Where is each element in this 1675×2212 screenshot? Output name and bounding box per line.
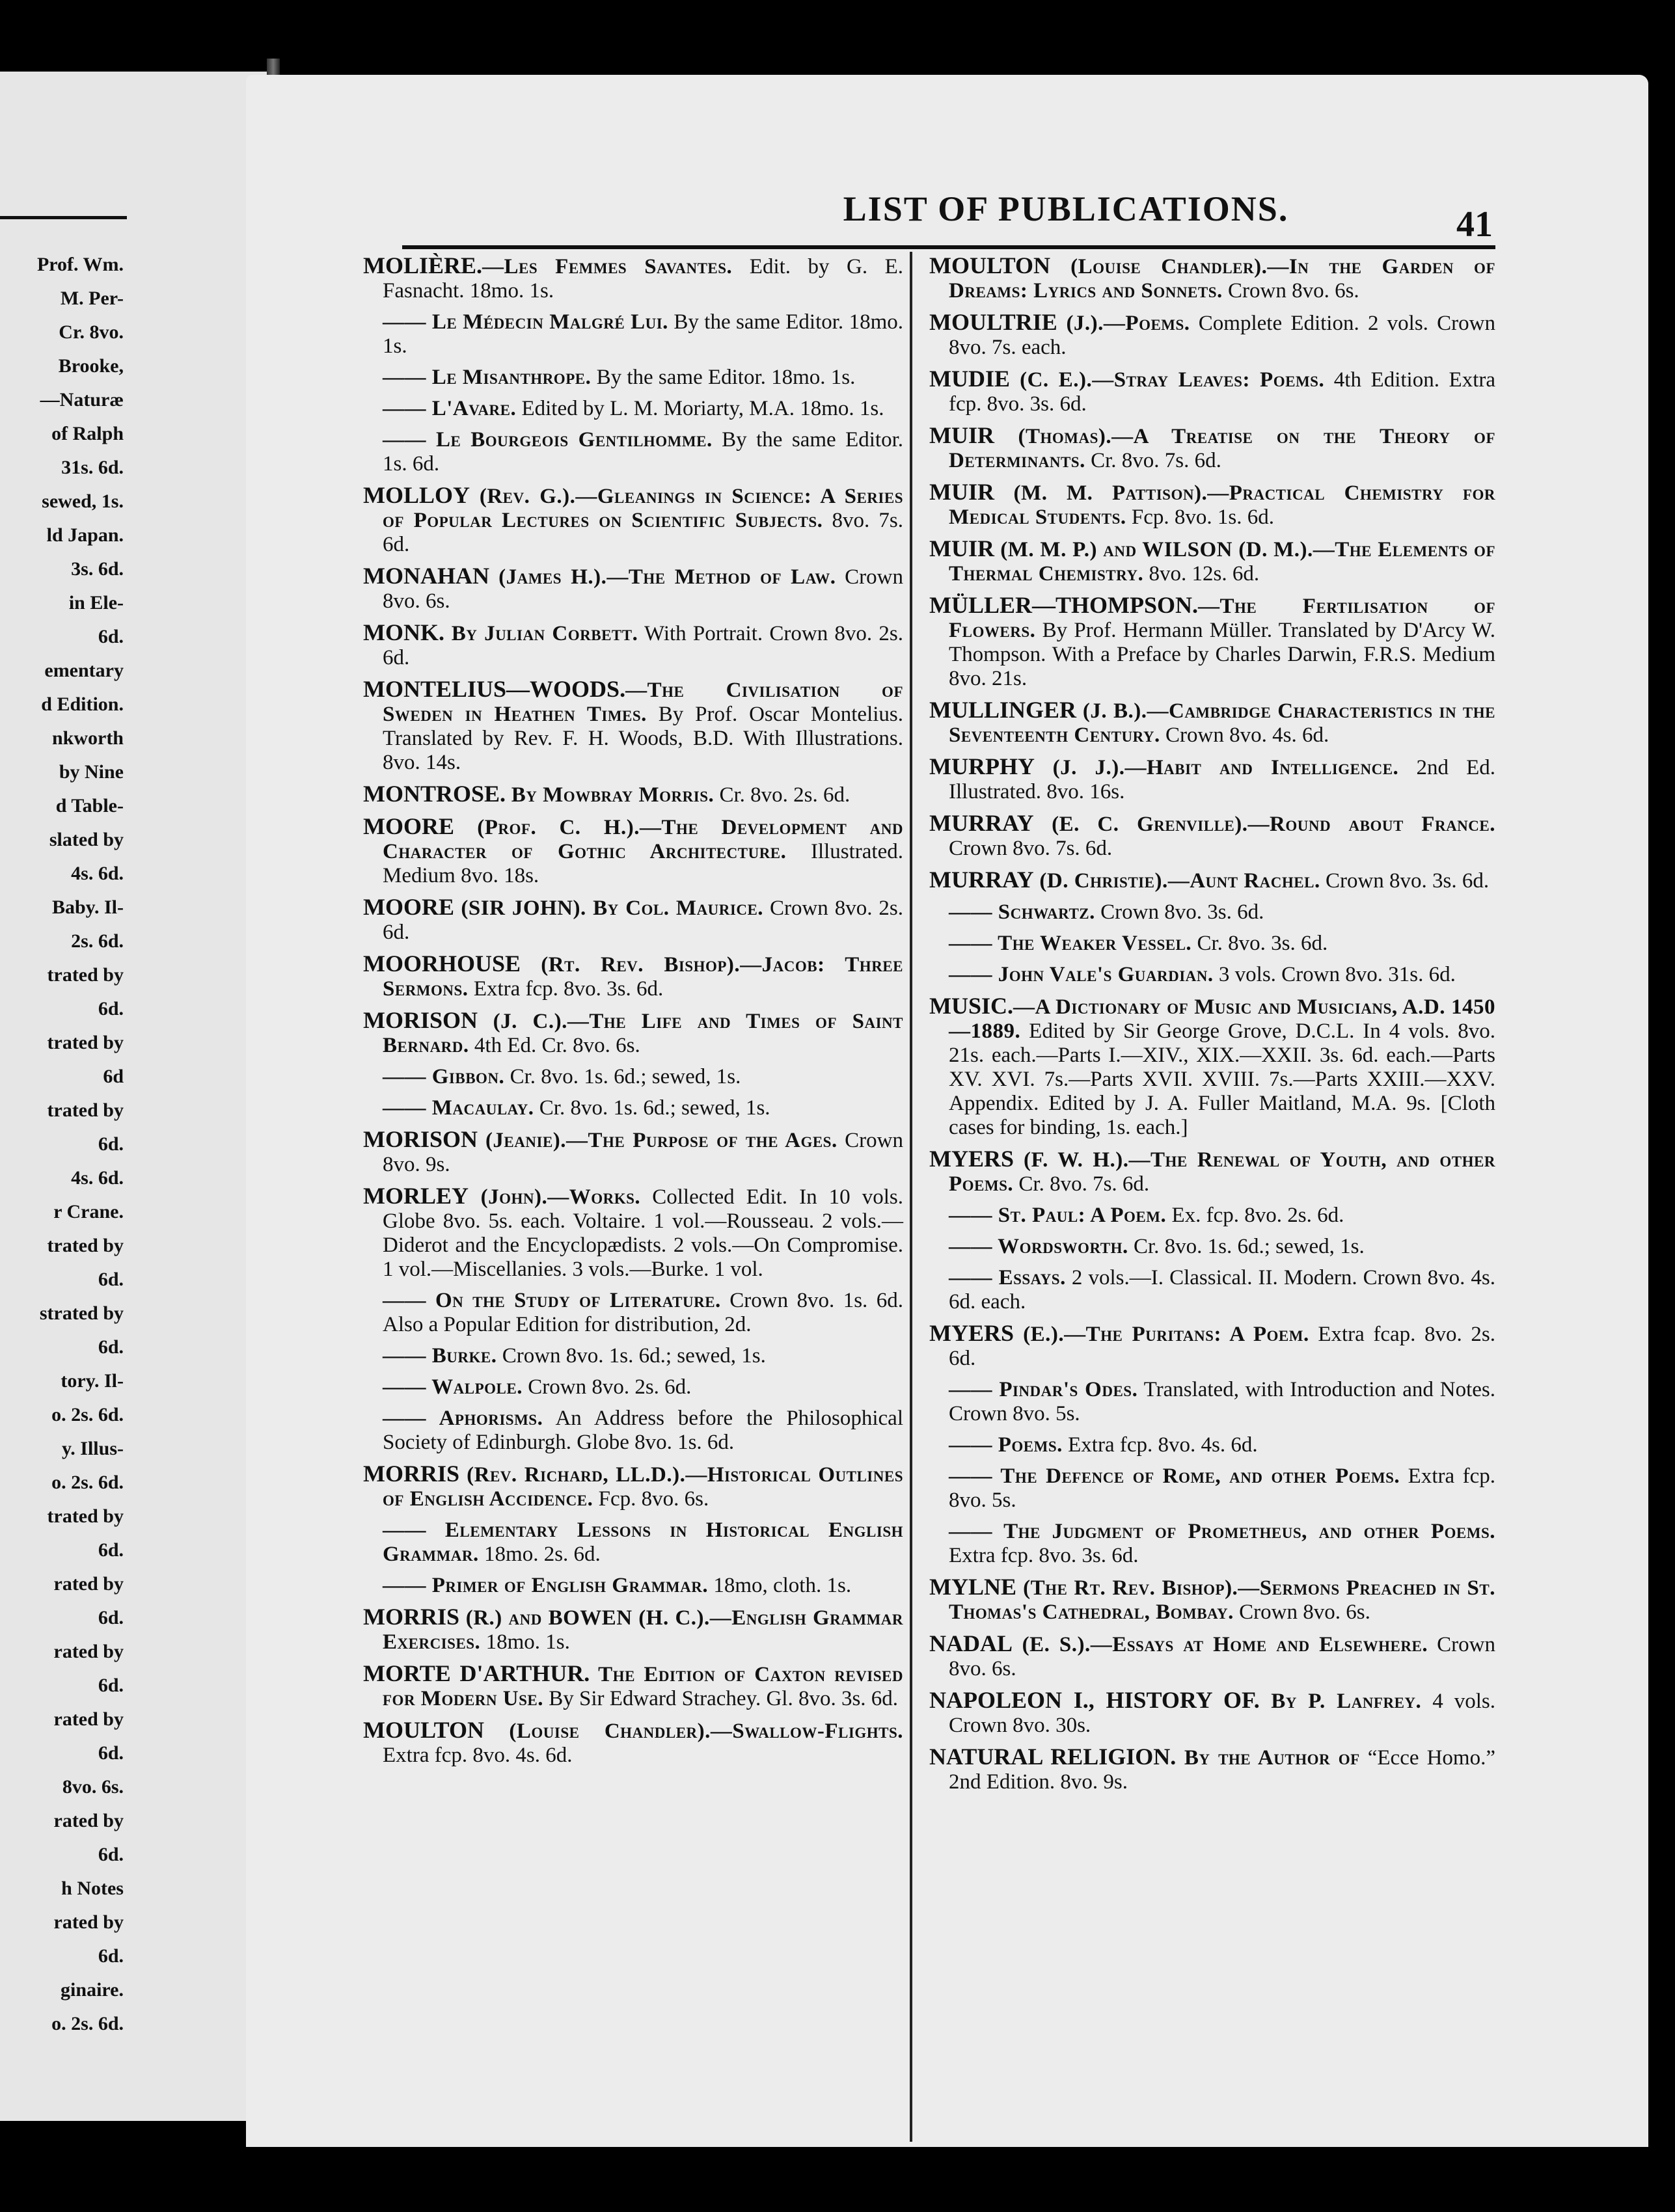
facing-page-line: tory. Il- [61,1370,124,1392]
entry-details: Crown 8vo. 2s. 6d. [522,1375,692,1399]
entry-title: By P. Lanfrey. [1259,1690,1422,1713]
catalogue-entry [929,1266,1495,1314]
facing-page-line: trated by [47,1505,124,1527]
catalogue-entry [929,1433,1495,1457]
entry-title: —— Burke. [383,1344,497,1368]
facing-page-line: 6d [103,1066,124,1087]
catalogue-entry [929,1321,1495,1371]
entry-title: (SIR JOHN). By Col. Maurice. [454,897,764,920]
entry-details: Crown 8vo. 9s. [383,1129,903,1176]
facing-page-line: rated by [53,1708,124,1730]
entry-author: MOULTON [929,252,1051,278]
entry-details: Translated, with Introduction and Notes. Crown 8vo. 5s. [949,1378,1496,1425]
catalogue-entry [363,895,903,945]
entry-details: Edited by L. M. Moriarty, M.A. 18mo. 1s. [516,397,884,420]
entry-title: (John).—Works. [469,1185,641,1209]
page-header [246,75,1648,244]
facing-page-line: 6d. [98,1742,124,1764]
entry-details: 2nd Ed. Illustrated. 8vo. 16s. [949,756,1495,803]
catalogue-entry [929,755,1495,804]
entry-details: Extra fcp. 8vo. 4s. 6d. [1062,1433,1258,1457]
entry-author: MUIR [929,479,994,505]
left-column [363,254,903,1775]
facing-page-line: o. 2s. 6d. [51,1404,124,1425]
facing-page-line: in Ele- [68,592,124,614]
entry-title: (Rev. Richard, LL.D.).—Historical Outlines of English Accidence. [383,1463,903,1511]
entry-title: —The Fertilisation of Flowers. [949,595,1495,642]
entry-title: (D. Christie).—Aunt Rachel. [1033,869,1320,893]
entry-title: —— On the Study of Literature. [383,1289,721,1312]
catalogue-entry [363,1407,903,1455]
facing-page-line: by Nine [59,761,124,783]
entry-author: MYERS [929,1146,1015,1172]
catalogue-entry [929,1688,1495,1738]
entry-details: Crown 8vo. 6s. [383,565,903,613]
catalogue-entry [929,932,1495,956]
facing-page-line: rated by [53,1573,124,1595]
facing-page-line: trated by [47,964,124,986]
catalogue-entry [929,994,1495,1140]
catalogue-entry [929,900,1495,924]
entry-title: (E. C. Grenville).—Round about France. [1033,813,1495,836]
entry-details: Complete Edition. 2 vols. Crown 8vo. 7s. each. [949,312,1495,359]
catalogue-entry [363,397,903,421]
entry-details: By Prof. Oscar Montelius. Translated by Rev. F. H. Woods, B.D. With Illustrations. 8vo. 14s. [383,703,903,774]
entry-title: (F. W. H.).—The Renewal of Youth, and other Poems. [949,1148,1495,1196]
entry-details: Cr. 8vo. 7s. 6d. [1013,1172,1150,1196]
facing-page-line: trated by [47,1032,124,1053]
entry-details: Cr. 8vo. 1s. 6d.; sewed, 1s. [1128,1235,1365,1258]
facing-page-line: 4s. 6d. [71,863,124,884]
facing-page-line: o. 2s. 6d. [51,2013,124,2034]
entry-details: 4th Edition. Extra fcp. 8vo. 3s. 6d. [949,368,1496,416]
entry-title: (M. M. P.) and WILSON (D. M.).—The Elements of Thermal Chemistry. [949,538,1495,586]
entry-author: MOORE [363,813,454,839]
entry-title: —Les Femmes Savantes. [482,255,733,278]
entry-author: MORRIS [363,1461,460,1487]
entry-details: Cr. 8vo. 2s. 6d. [714,783,851,807]
entry-title: (E.).—The Puritans: A Poem. [1014,1323,1309,1346]
entry-author: MOLIÈRE. [363,252,483,278]
entry-details: Extra fcp. 8vo. 3s. 6d. [468,977,664,1001]
entry-author: MOULTRIE [929,309,1057,335]
entry-title: —— Elementary Lessons in Historical English Grammar. [383,1518,903,1566]
catalogue-entry [363,254,903,303]
facing-page-line: rated by [53,1641,124,1662]
entry-title: —The Civilisation of Sweden in Heathen Times. [383,679,903,726]
entry-title: (J. J.).—Habit and Intelligence. [1034,756,1399,779]
catalogue-entry [929,593,1495,691]
entry-details: By the same Editor. 1s. 6d. [383,428,904,476]
facing-page-line: ld Japan. [46,524,124,546]
facing-page-line: 6d. [98,1844,124,1865]
catalogue-entry [363,564,903,614]
catalogue-entry [929,367,1495,416]
entry-title: —— The Weaker Vessel. [949,932,1192,955]
catalogue-entry [929,1464,1495,1513]
entry-author: NATURAL RELIGION. [929,1744,1177,1770]
entry-details: Illustrated. Medium 8vo. 18s. [383,840,903,887]
entry-author: MUIR [929,422,994,448]
entry-author: MÜLLER—THOMPSON. [929,592,1199,618]
catalogue-entry [929,310,1495,360]
entry-author: NAPOLEON I., HISTORY OF. [929,1687,1260,1713]
catalogue-entry [929,1632,1495,1681]
entry-title: (J. C.).—The Life and Times of Saint Bernard. [383,1010,903,1057]
entry-details: Crown 8vo. 3s. 6d. [1095,900,1264,924]
entry-title: —— The Judgment of Prometheus, and other Poems. [949,1520,1495,1543]
entry-title: (Rt. Rev. Bishop).—Jacob: Three Sermons. [383,953,903,1001]
entry-title: By Julian Corbett. [444,622,638,645]
entry-details: 4th Ed. Cr. 8vo. 6s. [469,1034,640,1057]
catalogue-entry [929,1745,1495,1794]
facing-page-line: strated by [39,1302,124,1324]
entry-details: 18mo. 2s. 6d. [478,1543,601,1566]
entry-title: (The Rt. Rev. Bishop).—Sermons Preached in St. Thomas's Cathedral, Bombay. [949,1576,1495,1624]
catalogue-entry [363,1096,903,1120]
catalogue-entry [363,483,903,557]
catalogue-entry [363,310,903,358]
entry-title: —— Pindar's Odes. [949,1378,1138,1401]
facing-page-line: 4s. 6d. [71,1167,124,1189]
entry-details: Crown 8vo. 6s. [1233,1600,1370,1624]
catalogue-entry [363,815,903,888]
facing-page-line: 6d. [98,626,124,647]
entry-author: MORRIS [363,1604,460,1630]
entry-author: MUDIE [929,366,1010,392]
entry-author: MONTELIUS—WOODS. [363,676,626,702]
book-page [246,75,1648,2147]
catalogue-entry [363,1344,903,1368]
entry-title: —— Wordsworth. [949,1235,1128,1258]
entry-details: Extra fcp. 8vo. 5s. [949,1464,1495,1512]
facing-page-line: Brooke, [58,355,124,377]
header-rule [402,245,1495,249]
entry-author: MORLEY [363,1183,469,1209]
entry-title: (J.).—Poems. [1057,312,1190,335]
facing-page-line: nkworth [51,727,124,749]
entry-details: Crown 8vo. 4s. 6d. [1160,723,1329,747]
entry-title: —A Dictionary of Music and Musicians, A.D. 1450—1889. [949,995,1495,1043]
facing-page-line: Cr. 8vo. [59,321,124,343]
entry-title: (Jeanie).—The Purpose of the Ages. [478,1129,838,1152]
facing-page-line: sewed, 1s. [42,491,124,512]
entry-title: —— Gibbon. [383,1065,505,1088]
catalogue-entry [363,1574,903,1598]
entry-details: Crown 8vo. 6s. [1222,279,1359,303]
entry-title: (C. E.).—Stray Leaves: Poems. [1010,368,1325,392]
entry-title: —— Le Bourgeois Gentilhomme. [383,428,713,452]
entry-title: (James H.).—The Method of Law. [489,565,836,589]
facing-page-line: trated by [47,1235,124,1256]
entry-author: MURPHY [929,753,1035,779]
catalogue-entry [929,1378,1495,1426]
facing-page-line: 6d. [98,998,124,1019]
entry-title: —— L'Avare. [383,397,517,420]
catalogue-entry [929,1235,1495,1259]
facing-page-line: d Table- [55,795,124,816]
entry-author: MYERS [929,1320,1015,1346]
entry-author: MOORE [363,894,454,920]
entry-title: (Louise Chandler).—In the Garden of Dreams: Lyrics and Sonnets. [949,255,1495,303]
entry-details: Crown 8vo. 7s. 6d. [949,837,1113,860]
entry-author: MONAHAN [363,563,489,589]
catalogue-entry [363,1065,903,1089]
entry-author: MORISON [363,1126,478,1152]
entry-title: By the Author of [1176,1746,1360,1770]
entry-details: Crown 8vo. 2s. 6d. [383,897,903,944]
entry-title: —— St. Paul: A Poem. [949,1204,1167,1227]
entry-title: —— John Vale's Guardian. [949,963,1214,986]
facing-page-line: h Notes [61,1878,124,1899]
entry-author: MUIR [929,535,994,561]
facing-page-line: r Crane. [53,1201,124,1222]
catalogue-entry [929,868,1495,893]
entry-title: —— Aphorisms. [383,1407,543,1430]
facing-page-line: ginaire. [61,1979,124,2001]
entry-title: —— Essays. [949,1266,1066,1289]
entry-title: (Prof. C. H.).—The Development and Character of Gothic Architecture. [383,816,903,863]
facing-page-line: 6d. [98,1269,124,1290]
catalogue-entry [929,424,1495,473]
facing-page-line: Prof. Wm. [36,254,124,275]
entry-details: 8vo. 7s. 6d. [383,509,904,556]
entry-details: Edit. by G. E. Fasnacht. 18mo. 1s. [383,255,903,303]
facing-page-line: 6d. [98,1336,124,1358]
catalogue-entry [929,698,1495,748]
catalogue-entry [363,677,903,775]
entry-title: (R.) and BOWEN (H. C.).—English Grammar Exercises. [383,1606,903,1654]
catalogue-entry [363,1518,903,1567]
facing-page-line: 6d. [98,1133,124,1155]
facing-page-line: 6d. [98,1675,124,1696]
entry-title: (Rev. G.).—Gleanings in Science: A Series of Popular Lectures on Scientific Subjects. [383,485,903,532]
entry-author: MOULTON [363,1717,485,1743]
entry-title: (J. B.).—Cambridge Characteristics in the Seventeenth Century. [949,699,1495,747]
entry-details: Crown 8vo. 1s. 6d.; sewed, 1s. [497,1344,766,1368]
entry-title: —— Walpole. [383,1375,523,1399]
catalogue-entry [363,366,903,390]
entry-details: Fcp. 8vo. 1s. 6d. [1126,506,1274,529]
running-title: LIST OF PUBLICATIONS. [843,189,1289,228]
entry-title: —— Poems. [949,1433,1063,1457]
facing-page-line: 31s. 6d. [61,457,124,478]
entry-author: MULLINGER [929,697,1077,723]
entry-title: (Louise Chandler).—Swallow-Flights. [484,1720,903,1743]
facing-page-header-rule [0,216,127,219]
facing-page-line: M. Per- [60,288,124,309]
catalogue-entry [363,1662,903,1711]
entry-author: MOORHOUSE [363,951,521,977]
entry-title: (Thomas).—A Treatise on the Theory of Determinants. [949,425,1495,472]
catalogue-entry [363,1718,903,1768]
catalogue-entry [929,811,1495,861]
facing-page-line: 8vo. 6s. [62,1776,124,1798]
entry-details: 4 vols. Crown 8vo. 30s. [949,1690,1496,1737]
entry-author: MORTE D'ARTHUR. [363,1660,590,1686]
entry-details: “Ecce Homo.” 2nd Edition. 8vo. 9s. [949,1746,1495,1794]
entry-details: 3 vols. Crown 8vo. 31s. 6d. [1213,963,1456,986]
catalogue-entry [363,1289,903,1337]
catalogue-entry [929,1204,1495,1228]
entry-author: MUSIC. [929,993,1014,1019]
entry-author: MYLNE [929,1574,1016,1600]
entry-details: Extra fcp. 8vo. 3s. 6d. [949,1544,1139,1567]
right-column [929,254,1495,1801]
catalogue-entry [363,621,903,670]
entry-details: Cr. 8vo. 7s. 6d. [1085,449,1221,472]
facing-page-line: y. Illus- [61,1438,124,1459]
facing-page-line: ementary [44,660,124,681]
catalogue-entry [363,952,903,1001]
catalogue-entry [363,1184,903,1282]
entry-author: MURRAY [929,867,1034,893]
facing-page-line: 6d. [98,1539,124,1561]
entry-details: Fcp. 8vo. 6s. [593,1487,709,1511]
facing-page-line: trated by [47,1099,124,1121]
entry-details: By the same Editor. 18mo. 1s. [383,310,903,358]
page-number: 41 [1456,204,1493,245]
catalogue-entry [929,480,1495,530]
facing-page-line: 3s. 6d. [71,558,124,580]
facing-page-line: 6d. [98,1607,124,1628]
entry-details: By Prof. Hermann Müller. Translated by D'Arcy W. Thompson. With a Preface by Charles Darwin, F.R.S. Medium 8vo. 21s. [949,619,1495,690]
entry-author: MORISON [363,1007,478,1033]
entry-details: Collected Edit. In 10 vols. Globe 8vo. 5s. each. Voltaire. 1 vol.—Rousseau. 2 vols.—Diderot and the Encyclopædists. 2 vols.—On Compromise. 1 vol.—Miscellanies. 3 vols.—Burke. 1 vol. [383,1185,903,1281]
column-divider [910,252,912,2142]
entry-title: —— Schwartz. [949,900,1095,924]
facing-page-line: of Ralph [51,423,124,444]
entry-details: Cr. 8vo. 3s. 6d. [1192,932,1328,955]
facing-page-line: 6d. [98,1945,124,1967]
entry-title: —— The Defence of Rome, and other Poems. [949,1464,1400,1488]
entry-title: —— Primer of English Grammar. [383,1574,709,1597]
catalogue-entry [929,254,1495,303]
facing-page-line: slated by [49,829,124,850]
entry-title: —— Le Misanthrope. [383,366,592,389]
entry-details: 18mo. 1s. [480,1630,570,1654]
entry-details: Extra fcap. 8vo. 2s. 6d. [949,1323,1495,1370]
entry-details: Cr. 8vo. 1s. 6d.; sewed, 1s. [504,1065,741,1088]
catalogue-entry [363,1127,903,1177]
catalogue-entry [929,1520,1495,1568]
catalogue-entry [929,1575,1495,1625]
facing-page-line: d Edition. [41,694,124,715]
entry-author: MONTROSE. [363,781,506,807]
entry-details: Extra fcp. 8vo. 4s. 6d. [383,1744,573,1767]
entry-title: —— Macaulay. [383,1096,534,1120]
catalogue-entry [363,428,903,476]
facing-page-line: —Naturæ [40,389,124,411]
catalogue-entry [363,1605,903,1654]
catalogue-entry [929,963,1495,987]
entry-title: —— Le Médecin Malgré Lui. [383,310,668,334]
entry-details: Cr. 8vo. 1s. 6d.; sewed, 1s. [534,1096,770,1120]
entry-details: An Address before the Philosophical Society of Edinburgh. Globe 8vo. 1s. 6d. [383,1407,903,1454]
facing-page-line: o. 2s. 6d. [51,1472,124,1493]
catalogue-entry [363,782,903,807]
entry-details: 8vo. 12s. 6d. [1143,562,1260,586]
entry-title: (E. S.).—Essays at Home and Elsewhere. [1013,1633,1428,1656]
facing-page-fragment [0,72,269,2121]
entry-details: Ex. fcp. 8vo. 2s. 6d. [1166,1204,1344,1227]
entry-details: 2 vols.—I. Classical. II. Modern. Crown 8vo. 4s. 6d. each. [949,1266,1495,1314]
entry-details: Crown 8vo. 6s. [949,1633,1495,1680]
entry-author: MURRAY [929,810,1034,836]
entry-title: The Edition of Caxton revised for Modern Use. [383,1663,903,1710]
entry-details: 18mo, cloth. 1s. [708,1574,852,1597]
entry-author: MONK. [363,619,444,645]
catalogue-entry [929,1147,1495,1196]
facing-page-line: Baby. Il- [51,897,124,918]
entry-title: (M. M. Pattison).—Practical Chemistry for Medical Students. [949,481,1495,529]
facing-page-line: 2s. 6d. [71,930,124,952]
entry-details: Edited by Sir George Grove, D.C.L. In 4 vols. 8vo. 21s. each.—Parts I.—XIV., XIX.—XXII. 3s. 6d. each.—Parts XV. XVI. 7s.—Parts XVII. XVIII. 7s.—Parts XXIII.—XXV. Appendix. Edited by J. A. Fuller Maitland, M.A. 9s. [Cloth cases for binding, 1s. each.] [949,1019,1495,1139]
entry-author: MOLLOY [363,482,470,508]
entry-details: By Sir Edward Strachey. Gl. 8vo. 3s. 6d. [543,1687,899,1710]
entry-author: NADAL [929,1630,1013,1656]
entry-title: By Mowbray Morris. [506,783,715,807]
catalogue-entry [929,537,1495,586]
catalogue-entry [363,1462,903,1511]
catalogue-entry [363,1375,903,1399]
entry-details: With Portrait. Crown 8vo. 2s. 6d. [383,622,904,669]
facing-page-line: rated by [53,1911,124,1933]
facing-page-line: rated by [53,1810,124,1831]
catalogue-entry [363,1008,903,1058]
entry-details: Crown 8vo. 1s. 6d. Also a Popular Edition for distribution, 2d. [383,1289,903,1336]
entry-details: By the same Editor. 18mo. 1s. [591,366,856,389]
entry-details: Crown 8vo. 3s. 6d. [1320,869,1490,893]
